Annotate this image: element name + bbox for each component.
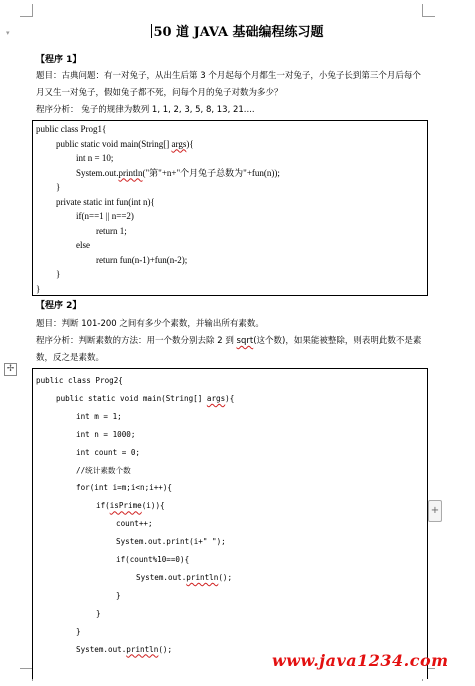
spellcheck-word: println [186, 572, 219, 582]
program2-code-box[interactable] [32, 368, 428, 679]
code-line: int m = 1; [76, 411, 122, 421]
spellcheck-word: isPrime [109, 501, 142, 511]
code-line: public class Prog2{ [36, 376, 123, 385]
spellcheck-word: println [126, 644, 159, 654]
program1-heading: 【程序 1】 [36, 55, 82, 65]
code-line: int n = 10; [76, 153, 114, 163]
program2-analysis [36, 333, 428, 367]
code-line: return fun(n-1)+fun(n-2); [96, 254, 188, 265]
code-line: for(int i=m;i<n;i++){ [76, 483, 173, 493]
code-line: } [56, 182, 61, 192]
code-line: } [36, 283, 41, 294]
watermark: www.java1234.com [272, 651, 449, 670]
program2-heading: 【程序 2】 [36, 301, 82, 311]
code-line: private static int fun(int n){ [56, 196, 155, 207]
code-line: return 1; [96, 225, 127, 236]
plus-icon[interactable]: + [428, 500, 442, 522]
program2-question: 题目：判断 101-200 之间有多少个素数，并输出所有素数。 [36, 319, 264, 329]
spellcheck-word: println [118, 167, 143, 178]
code-line: System.out.print(i+" "); [116, 537, 226, 547]
crop-mark-top-right [422, 4, 435, 17]
ruler-marker-icon: ▾ [6, 29, 10, 37]
spellcheck-word: args [206, 393, 226, 403]
page-title-text: 50 道 JAVA 基础编程练习题 [153, 25, 324, 40]
spellcheck-word: args [171, 138, 187, 149]
program2-analysis-sqrt: sqrt [236, 336, 254, 346]
code-line: public static void main(String[] args){ [56, 138, 194, 149]
program1-analysis: 程序分析： 兔子的规律为数列 1, 1, 2, 3, 5, 8, 13, 21.... [36, 105, 255, 115]
program1-code-box[interactable] [32, 120, 428, 296]
crop-mark-top-left [20, 4, 33, 17]
code-line: System.out.println(); [76, 644, 173, 654]
code-line: } [116, 590, 121, 600]
page-title [0, 24, 475, 41]
code-line: System.out.println("第"+n+"个月兔子总数为"+fun(n)); [76, 167, 280, 178]
code-line: public class Prog1{ [36, 124, 107, 134]
code-line: count++; [116, 519, 153, 529]
code-line: public static void main(String[] args){ [56, 393, 235, 403]
code-line: System.out.println(); [136, 572, 233, 582]
program1-question: 题目：古典问题：有一对兔子，从出生后第 3 个月起每个月都生一对兔子，小兔子长到第三个月后每个月又生一对兔子，假如兔子都不死，问每个月的兔子对数为多少？ [36, 71, 421, 98]
program2-analysis-part1: 程序分析：判断素数的方法：用一个数分别去除 2 到 [36, 336, 237, 346]
code-line: } [76, 626, 81, 636]
code-line: if(count%10==0){ [116, 555, 190, 564]
code-line: int n = 1000; [76, 429, 136, 439]
move-cross-icon[interactable]: ✢ [4, 363, 17, 376]
code-line: int count = 0; [76, 447, 141, 457]
code-line: } [96, 608, 101, 618]
code-line: if(isPrime(i)){ [96, 501, 165, 511]
code-line: //统计素数个数 [76, 465, 131, 475]
code-line: else [76, 240, 90, 250]
code-line: if(n==1 || n==2) [76, 211, 134, 221]
program2-analysis-part2: (这个数)，如果能被整除，则表明此数不是素数，反之是素数。 [36, 336, 422, 363]
code-line: } [56, 269, 61, 279]
